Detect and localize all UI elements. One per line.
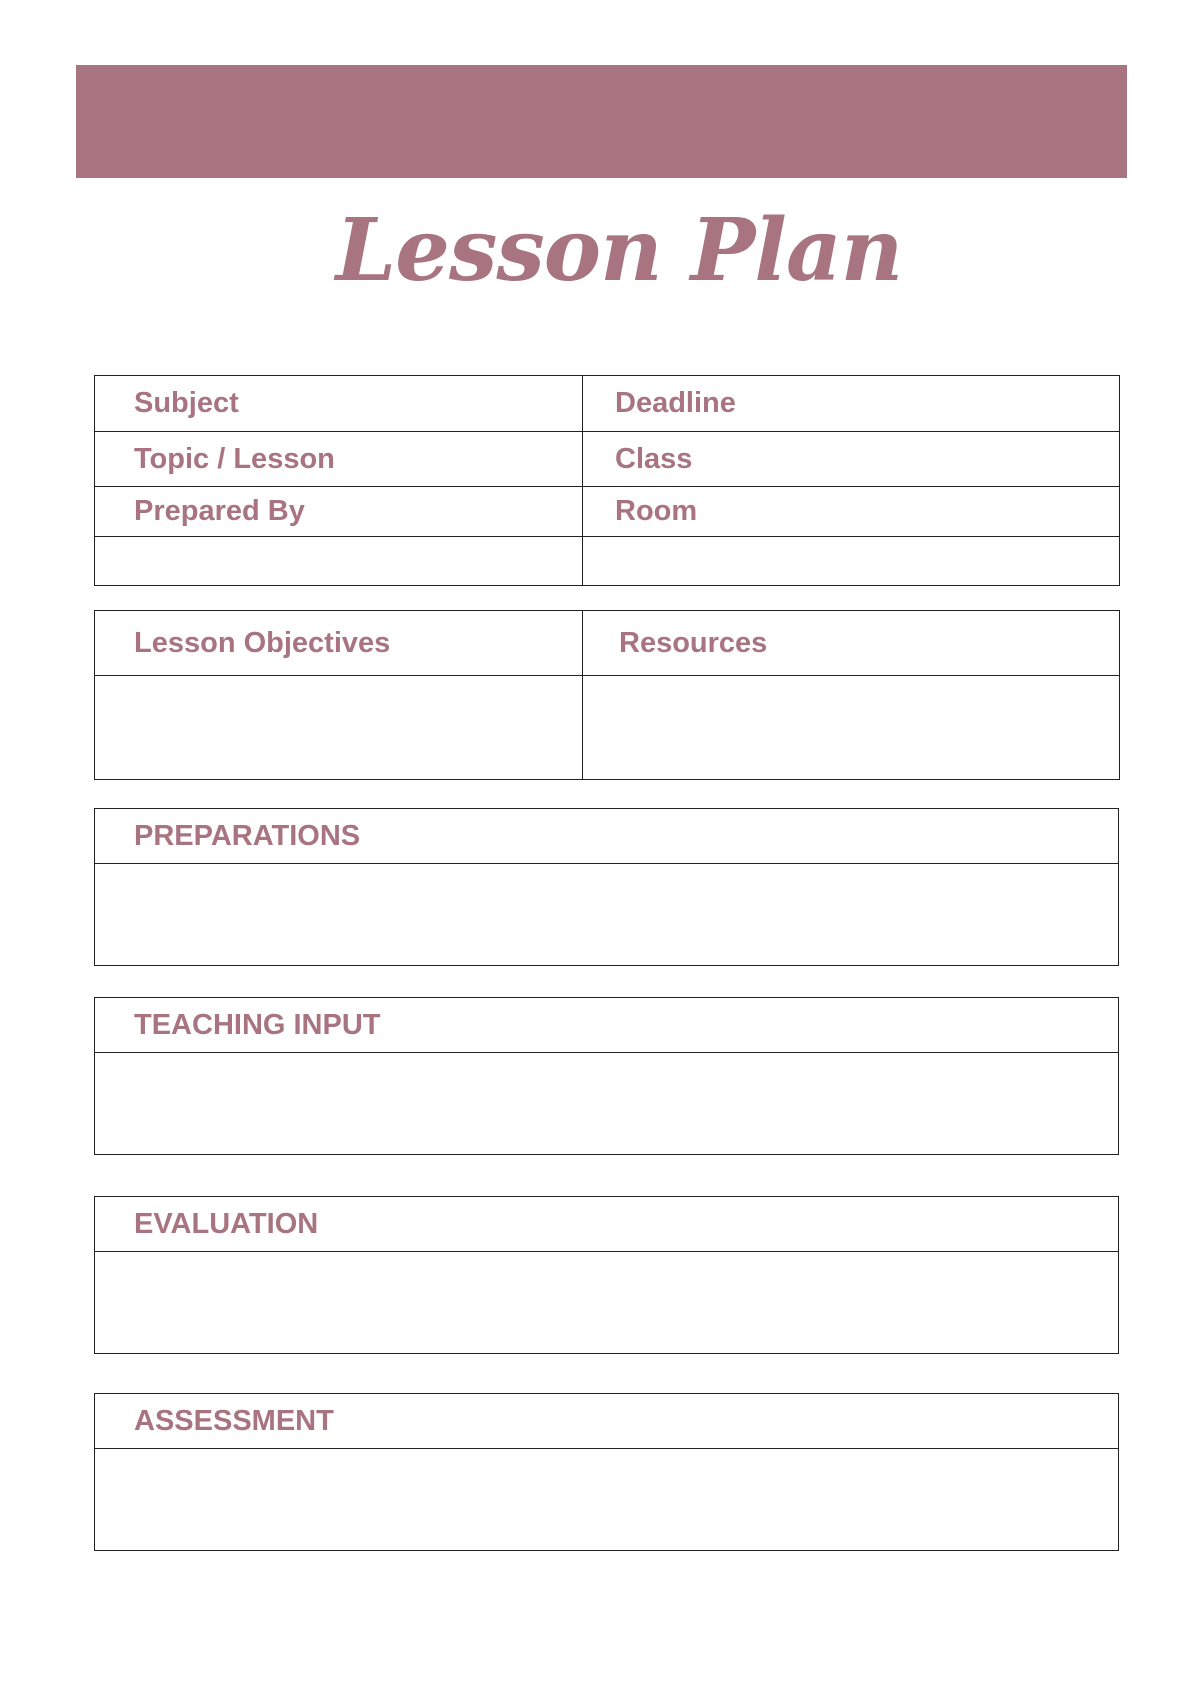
class-label[interactable]: Class — [583, 432, 1120, 487]
assessment-section — [94, 1393, 1119, 1551]
preparations-field[interactable] — [95, 864, 1119, 966]
deadline-label[interactable]: Deadline — [583, 376, 1120, 432]
header-banner — [76, 65, 1127, 178]
evaluation-field[interactable] — [95, 1252, 1119, 1354]
teaching-input-heading: TEACHING INPUT — [95, 998, 1119, 1053]
preparations-section — [94, 808, 1119, 966]
evaluation-section — [94, 1196, 1119, 1354]
teaching-input-field[interactable] — [95, 1053, 1119, 1155]
subject-label[interactable]: Subject — [95, 376, 583, 432]
preparations-heading: PREPARATIONS — [95, 809, 1119, 864]
teaching-input-section — [94, 997, 1119, 1155]
info-blank-cell-right[interactable] — [583, 537, 1120, 586]
info-blank-cell-left[interactable] — [95, 537, 583, 586]
lesson-objectives-heading: Lesson Objectives — [95, 611, 583, 676]
assessment-field[interactable] — [95, 1449, 1119, 1551]
lesson-objectives-field[interactable] — [95, 676, 583, 780]
topic-lesson-label[interactable]: Topic / Lesson — [95, 432, 583, 487]
evaluation-heading: EVALUATION — [95, 1197, 1119, 1252]
page-title: Lesson Plan — [335, 200, 903, 301]
prepared-by-label[interactable]: Prepared By — [95, 487, 583, 537]
assessment-heading: ASSESSMENT — [95, 1394, 1119, 1449]
room-label[interactable]: Room — [583, 487, 1120, 537]
resources-heading: Resources — [583, 611, 1120, 676]
objectives-table — [94, 610, 1120, 780]
info-table — [94, 375, 1120, 586]
resources-field[interactable] — [583, 676, 1120, 780]
